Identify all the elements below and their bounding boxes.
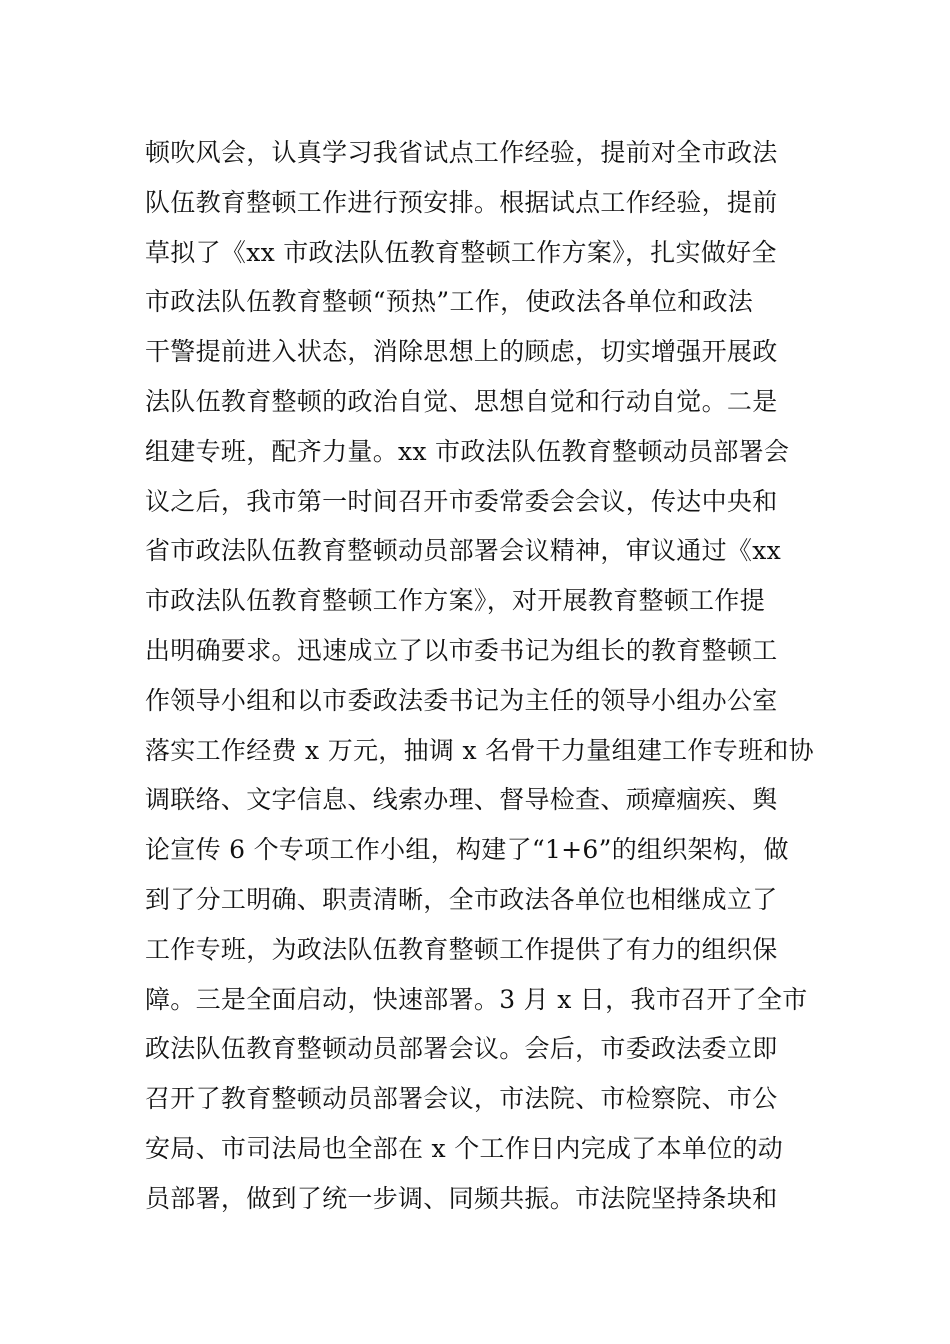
body-text: [145, 128, 815, 1224]
text-line-2: 队伍教育整顿工作进行预安排。根据试点工作经验，提前: [145, 187, 778, 217]
text-line-22: 员部署，做到了统一步调、同频共振。市法院坚持条块和: [145, 1183, 778, 1213]
text-line-4: 市政法队伍教育整顿“预热”工作，使政法各单位和政法: [145, 287, 754, 317]
text-line-18: 障。三是全面启动，快速部署。3 月 x 日，我市召开了全市: [145, 984, 808, 1014]
text-line-1: 顿吹风会，认真学习我省试点工作经验，提前对全市政法: [145, 138, 778, 167]
text-line-19: 政法队伍教育整顿动员部署会议。会后，市委政法委立即: [145, 1034, 778, 1064]
text-line-11: 出明确要求。迅速成立了以市委书记为组长的教育整顿工: [145, 635, 778, 665]
text-line-16: 到了分工明确、职责清晰，全市政法各单位也相继成立了: [145, 884, 778, 914]
text-line-13: 落实工作经费 x 万元，抽调 x 名骨干力量组建工作专班和协: [145, 735, 814, 765]
text-line-5: 干警提前进入状态，消除思想上的顾虑，切实增强开展政: [145, 337, 778, 367]
text-line-9: 省市政法队伍教育整顿动员部署会议精神，审议通过《xx: [145, 536, 782, 566]
text-line-20: 召开了教育整顿动员部署会议，市法院、市检察院、市公: [145, 1084, 778, 1114]
text-line-10: 市政法队伍教育整顿工作方案》，对开展教育整顿工作提: [145, 586, 766, 616]
text-line-21: 安局、市司法局也全部在 x 个工作日内完成了本单位的动: [145, 1133, 784, 1163]
text-line-6: 法队伍教育整顿的政治自觉、思想自觉和行动自觉。二是: [145, 386, 778, 416]
text-line-3: 草拟了《xx 市政法队伍教育整顿工作方案》，扎实做好全: [145, 237, 777, 267]
text-line-17: 工作专班，为政法队伍教育整顿工作提供了有力的组织保: [145, 934, 778, 964]
text-line-14: 调联络、文字信息、线索办理、督导检查、顽瘴痼疾、舆: [145, 785, 778, 815]
text-line-8: 议之后，我市第一时间召开市委常委会会议，传达中央和: [145, 486, 778, 516]
text-line-7: 组建专班，配齐力量。xx 市政法队伍教育整顿动员部署会: [145, 436, 790, 466]
text-line-12: 作领导小组和以市委政法委书记为主任的领导小组办公室: [145, 685, 778, 715]
text-line-15: 论宣传 6 个专项工作小组，构建了“1+6”的组织架构，做: [145, 835, 789, 865]
